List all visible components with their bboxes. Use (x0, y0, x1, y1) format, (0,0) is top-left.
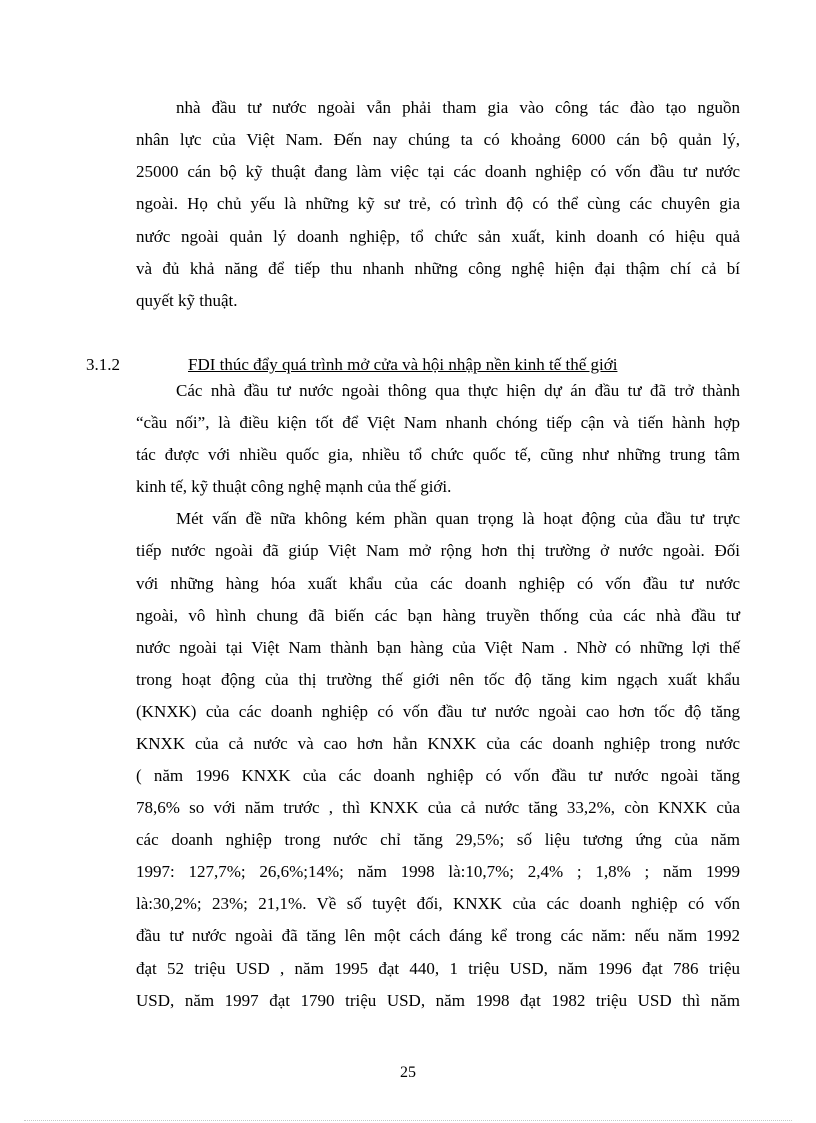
paragraph-3-line: nước ngoài tại Việt Nam thành bạn hàng của Việt Nam . Nhờ có những lợi thế (136, 638, 740, 657)
paragraph-3-line: với những hàng hóa xuất khẩu của các doanh nghiệp có vốn đầu tư nước (136, 574, 740, 593)
paragraph-1-line: ngoài. Họ chủ yếu là những kỹ sư trẻ, có trình độ có thể cùng các chuyên gia (136, 194, 740, 213)
paragraph-1-line: nước ngoài quản lý doanh nghiệp, tổ chức sản xuất, kinh doanh có hiệu quả (136, 227, 740, 246)
paragraph-2-line: “cầu nối”, là điều kiện tốt để Việt Nam nhanh chóng tiếp cận và tiến hành hợp (136, 413, 740, 432)
paragraph-3-line: ngoài, vô hình chung đã biến các bạn hàng truyền thống của các nhà đầu tư (136, 606, 740, 625)
paragraph-1-line: nhân lực của Việt Nam. Đến nay chúng ta có khoảng 6000 cán bộ quản lý, (136, 130, 740, 149)
paragraph-3-line: Mét vấn đề nữa không kém phần quan trọng là hoạt động của đầu tư trực (176, 509, 740, 528)
paragraph-2-line: kinh tế, kỹ thuật công nghệ mạnh của thế giới. (136, 477, 452, 496)
paragraph-3-line: KNXK của cả nước và cao hơn hẳn KNXK của các doanh nghiệp trong nước (136, 734, 740, 753)
page-bottom-border (24, 1120, 792, 1121)
paragraph-3-line: là:30,2%; 23%; 21,1%. Về số tuyệt đối, KNXK của các doanh nghiệp có vốn (136, 894, 740, 913)
paragraph-3-line: 1997: 127,7%; 26,6%;14%; năm 1998 là:10,7%; 2,4% ; 1,8% ; năm 1999 (136, 862, 740, 881)
section-number: 3.1.2 (86, 355, 120, 374)
paragraph-3-line: trong hoạt động của thị trường thế giới nên tốc độ tăng kim ngạch xuất khẩu (136, 670, 740, 689)
paragraph-3-line: USD, năm 1997 đạt 1790 triệu USD, năm 1998 đạt 1982 triệu USD thì năm (136, 991, 740, 1010)
paragraph-1-line: quyết kỹ thuật. (136, 291, 238, 310)
paragraph-3-line: ( năm 1996 KNXK của các doanh nghiệp có vốn đầu tư nước ngoài tăng (136, 766, 740, 785)
paragraph-2-line: tác được với nhiều quốc gia, nhiều tổ chức quốc tế, cũng như những trung tâm (136, 445, 740, 464)
paragraph-2-line: Các nhà đầu tư nước ngoài thông qua thực hiện dự án đầu tư đã trở thành (176, 381, 740, 400)
page-number: 25 (400, 1064, 416, 1081)
paragraph-3-line: đầu tư nước ngoài đã tăng lên một cách đáng kể trong các năm: nếu năm 1992 (136, 926, 740, 945)
section-heading: FDI thúc đẩy quá trình mở cửa và hội nhập nền kinh tế thế giới (188, 355, 618, 374)
paragraph-3-line: 78,6% so với năm trước , thì KNXK của cả nước tăng 33,2%, còn KNXK của (136, 798, 740, 817)
paragraph-3-line: tiếp nước ngoài đã giúp Việt Nam mở rộng hơn thị trường ở nước ngoài. Đối (136, 541, 740, 560)
paragraph-3-line: (KNXK) của các doanh nghiệp có vốn đầu tư nước ngoài cao hơn tốc độ tăng (136, 702, 740, 721)
paragraph-1-line: nhà đầu tư nước ngoài vẫn phải tham gia vào công tác đào tạo nguồn (176, 98, 740, 117)
paragraph-3-line: các doanh nghiệp trong nước chỉ tăng 29,5%; số liệu tương ứng của năm (136, 830, 740, 849)
paragraph-1-line: và đủ khả năng để tiếp thu nhanh những công nghệ hiện đại thậm chí cả bí (136, 259, 740, 278)
paragraph-3-line: đạt 52 triệu USD , năm 1995 đạt 440, 1 triệu USD, năm 1996 đạt 786 triệu (136, 959, 740, 978)
paragraph-1-line: 25000 cán bộ kỹ thuật đang làm việc tại các doanh nghiệp có vốn đầu tư nước (136, 162, 740, 181)
